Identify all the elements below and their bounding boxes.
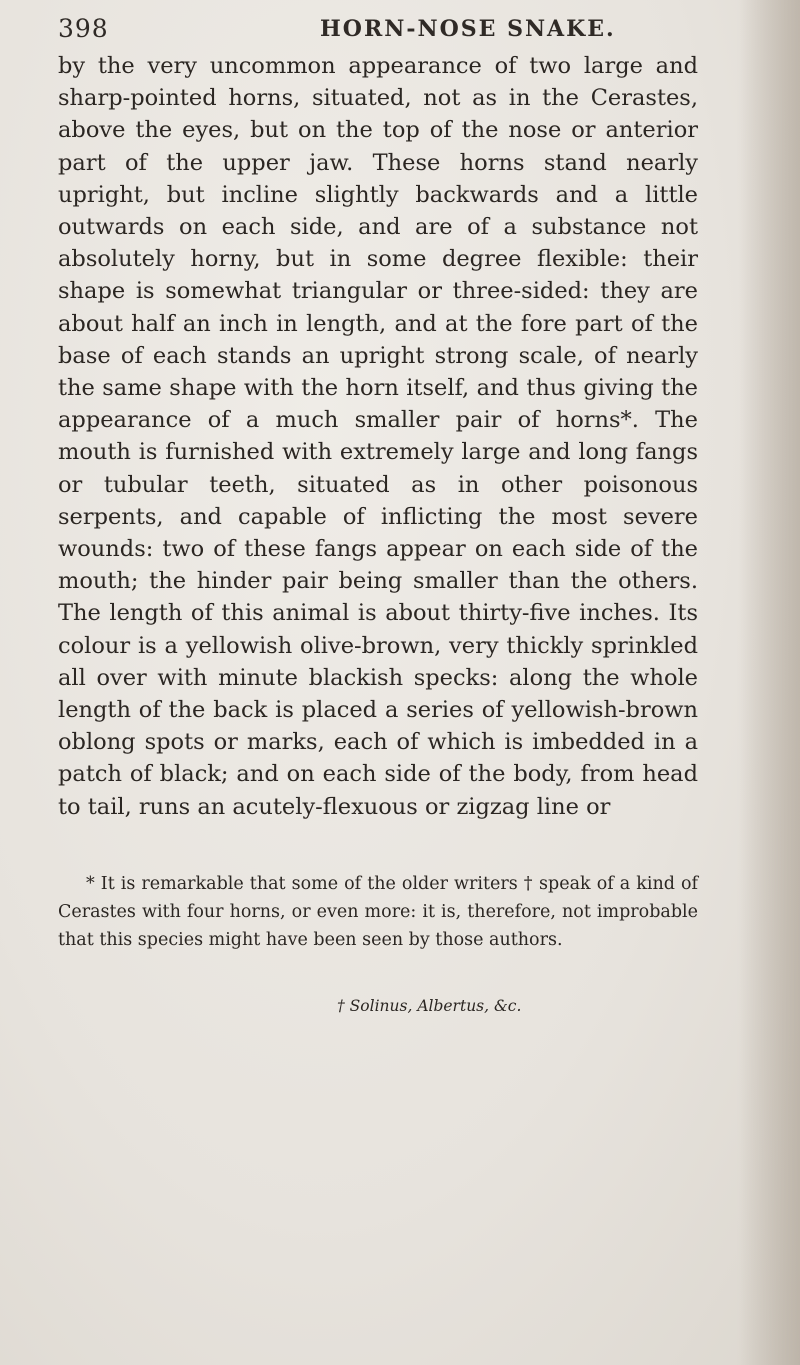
body-paragraph: by the very uncommon appearance of two large and sharp-pointed horns, situated, not as in the Cerastes, above the eyes, but on the top of the nose or anterior part of the upper jaw. These horns stand nearly upright, but incline slightly backwards and a little outwards on each side, and are of a substance not absolutely horny, but in some degree flexible: their shape is somewhat triangular or three-sided: they are about half an inch in length, and at the fore part of the base of each stands an upright strong scale, of nearly the same shape with the horn itself, and thus giving the appearance of a much smaller pair of horns*. The mouth is furnished with extremely large and long fangs or tubular teeth, situated as in other poisonous serpents, and capable of inflicting the most severe wounds: two of these fangs appear on each side of the mouth; the hinder pair being smaller than the others. The length of this animal is about thirty-five inches. Its colour is a yellowish olive-brown, very thickly sprinkled all over with minute blackish specks: along the whole length of the back is placed a series of yellowish-brown oblong spots or marks, each of which is imbedded in a patch of black; and on each side of the body, from head to tail, runs an acutely-flexuous or zigzag line or [58, 53, 698, 820]
page-number: 398 [58, 14, 109, 43]
footnote-sub: † Solinus, Albertus, &c. [337, 997, 522, 1015]
footnote-main: * It is remarkable that some of the older writers † speak of a kind of Cerastes with four horns, or even more: it is, therefore, not improbable that this species might have been seen by those authors. [58, 874, 698, 950]
running-head [58, 6, 698, 46]
running-title: HORN-NOSE SNAKE. [320, 16, 616, 42]
page-edge-shadow [740, 0, 800, 1365]
